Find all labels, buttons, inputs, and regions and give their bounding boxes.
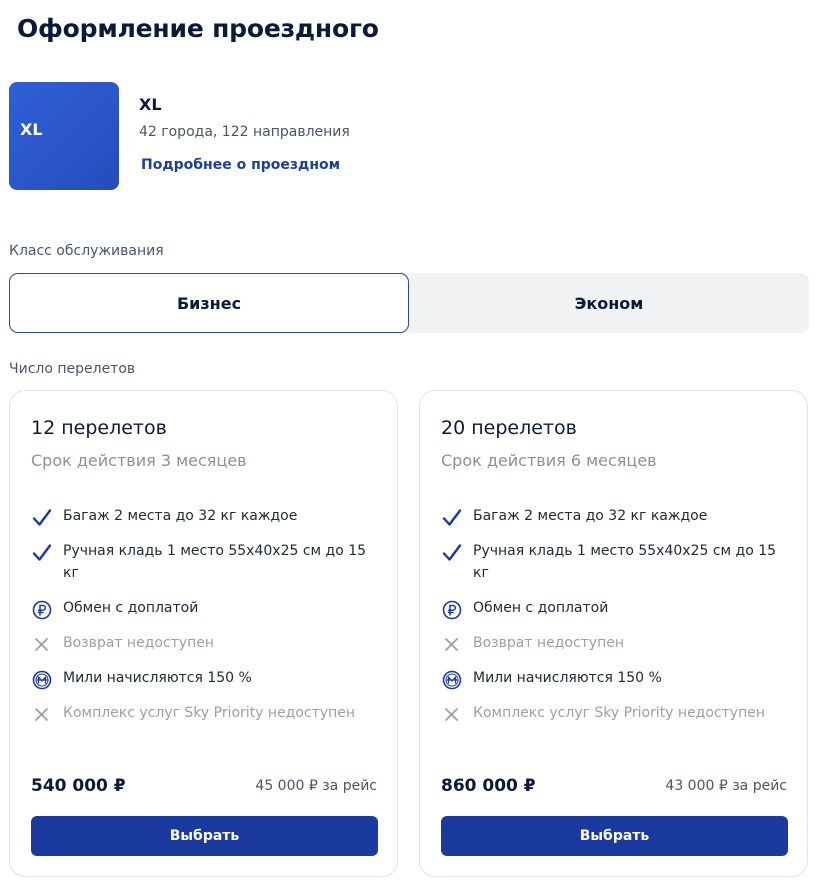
check-icon (441, 542, 463, 564)
plan-price-per-trip: 43 000 ₽ за рейс (665, 778, 787, 794)
service-class-label: Класс обслуживания (9, 243, 164, 259)
plan-price-per-trip: 45 000 ₽ за рейс (255, 778, 377, 794)
flights-count-label: Число перелетов (9, 361, 136, 377)
service-class-economy-button[interactable]: Эконом (574, 293, 644, 313)
plan-feature (31, 505, 381, 527)
miles-coin-icon (31, 669, 53, 691)
service-class-business-button[interactable]: Бизнес (9, 273, 409, 333)
plan-feature (441, 540, 791, 584)
plan-feature (31, 632, 381, 654)
miles-coin-icon (441, 669, 463, 691)
plan-feature (441, 597, 791, 619)
check-icon (441, 507, 463, 529)
ruble-coin-icon (31, 599, 53, 621)
cross-icon (31, 634, 53, 656)
plan-price: 540 000 ₽ (31, 776, 126, 796)
plan-feature (31, 597, 381, 619)
plan-card (9, 390, 398, 877)
pass-thumbnail-label: XL (20, 120, 43, 139)
pass-thumbnail (9, 82, 119, 190)
pass-details-link[interactable]: Подробнее о проездном (141, 157, 341, 173)
plan-feature (441, 505, 791, 527)
plan-feature-text: Ручная кладь 1 место 55х40х25 см до 15 кг (63, 543, 367, 581)
plan-feature-text: Мили начисляются 150 % (473, 670, 662, 686)
plan-validity: Срок действия 3 месяцев (31, 451, 247, 470)
plan-feature-text: Обмен с доплатой (473, 600, 609, 616)
plan-validity: Срок действия 6 месяцев (441, 451, 657, 470)
plan-price: 860 000 ₽ (441, 776, 536, 796)
check-icon (31, 542, 53, 564)
plan-feature-text: Багаж 2 места до 32 кг каждое (63, 508, 298, 524)
plan-feature-text: Комплекс услуг Sky Priority недоступен (63, 705, 355, 721)
plan-feature-text: Мили начисляются 150 % (63, 670, 252, 686)
select-plan-button[interactable]: Выбрать (441, 816, 788, 856)
plan-features-list (31, 505, 381, 724)
cross-icon (441, 634, 463, 656)
plan-feature (31, 667, 381, 689)
plan-feature (31, 540, 381, 584)
plan-feature-text: Возврат недоступен (473, 635, 625, 651)
plan-feature-text: Возврат недоступен (63, 635, 215, 651)
pass-description: 42 города, 122 направления (139, 124, 350, 140)
plan-feature (31, 702, 381, 724)
pass-name: XL (139, 95, 162, 114)
page-title: Оформление проездного (17, 14, 379, 43)
plan-card (419, 390, 808, 877)
service-class-toggle (9, 273, 809, 333)
plan-feature-text: Багаж 2 места до 32 кг каждое (473, 508, 708, 524)
plan-feature-text: Обмен с доплатой (63, 600, 199, 616)
plan-feature-text: Ручная кладь 1 место 55х40х25 см до 15 кг (473, 543, 777, 581)
cross-icon (441, 704, 463, 726)
select-plan-button[interactable]: Выбрать (31, 816, 378, 856)
plan-feature-text: Комплекс услуг Sky Priority недоступен (473, 705, 765, 721)
plan-title: 20 перелетов (441, 417, 577, 439)
plan-feature (441, 667, 791, 689)
plan-feature (441, 632, 791, 654)
plan-title: 12 перелетов (31, 417, 167, 439)
ruble-coin-icon (441, 599, 463, 621)
check-icon (31, 507, 53, 529)
pass-summary (9, 82, 409, 192)
plan-features-list (441, 505, 791, 724)
cross-icon (31, 704, 53, 726)
plan-feature (441, 702, 791, 724)
